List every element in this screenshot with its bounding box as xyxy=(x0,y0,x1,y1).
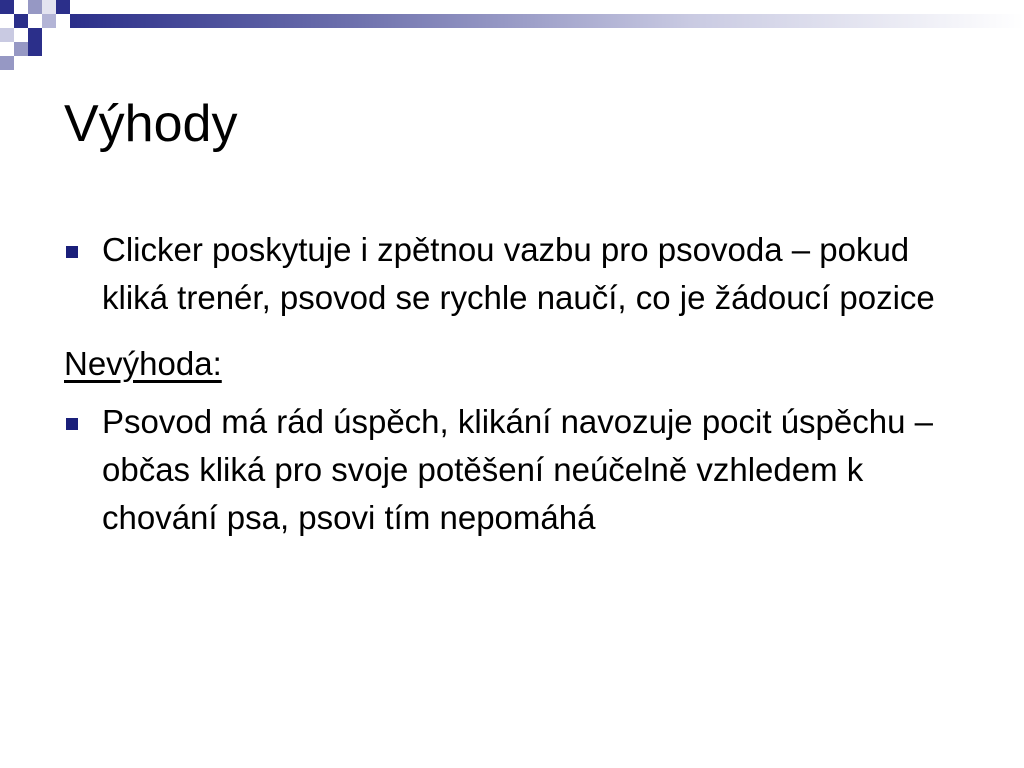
decor-square xyxy=(42,0,56,14)
top-gradient-bar xyxy=(70,14,1024,28)
decor-square xyxy=(0,56,14,70)
subheading: Nevýhoda: xyxy=(64,345,222,382)
decor-square xyxy=(14,14,28,28)
decor-square xyxy=(0,0,14,14)
bullet-item xyxy=(64,226,944,322)
decor-square xyxy=(42,14,56,28)
bullet-item xyxy=(64,398,944,542)
decor-square xyxy=(28,42,42,56)
bullet-text: Clicker poskytuje i zpětnou vazbu pro psovoda – pokud kliká trenér, psovod se rychle naučí, co je žádoucí pozice xyxy=(102,231,935,316)
decor-square xyxy=(28,0,42,14)
square-bullet-icon xyxy=(66,418,78,430)
decor-square xyxy=(0,28,14,42)
slide-body xyxy=(64,226,944,542)
square-bullet-icon xyxy=(66,246,78,258)
decor-square xyxy=(56,0,70,14)
decor-square xyxy=(28,28,42,42)
bullet-text: Psovod má rád úspěch, klikání navozuje pocit úspěchu – občas kliká pro svoje potěšení neúčelně vzhledem k chování psa, psovi tím nepomáhá xyxy=(102,403,933,536)
slide-title: Výhody xyxy=(64,95,238,153)
decor-square xyxy=(14,42,28,56)
